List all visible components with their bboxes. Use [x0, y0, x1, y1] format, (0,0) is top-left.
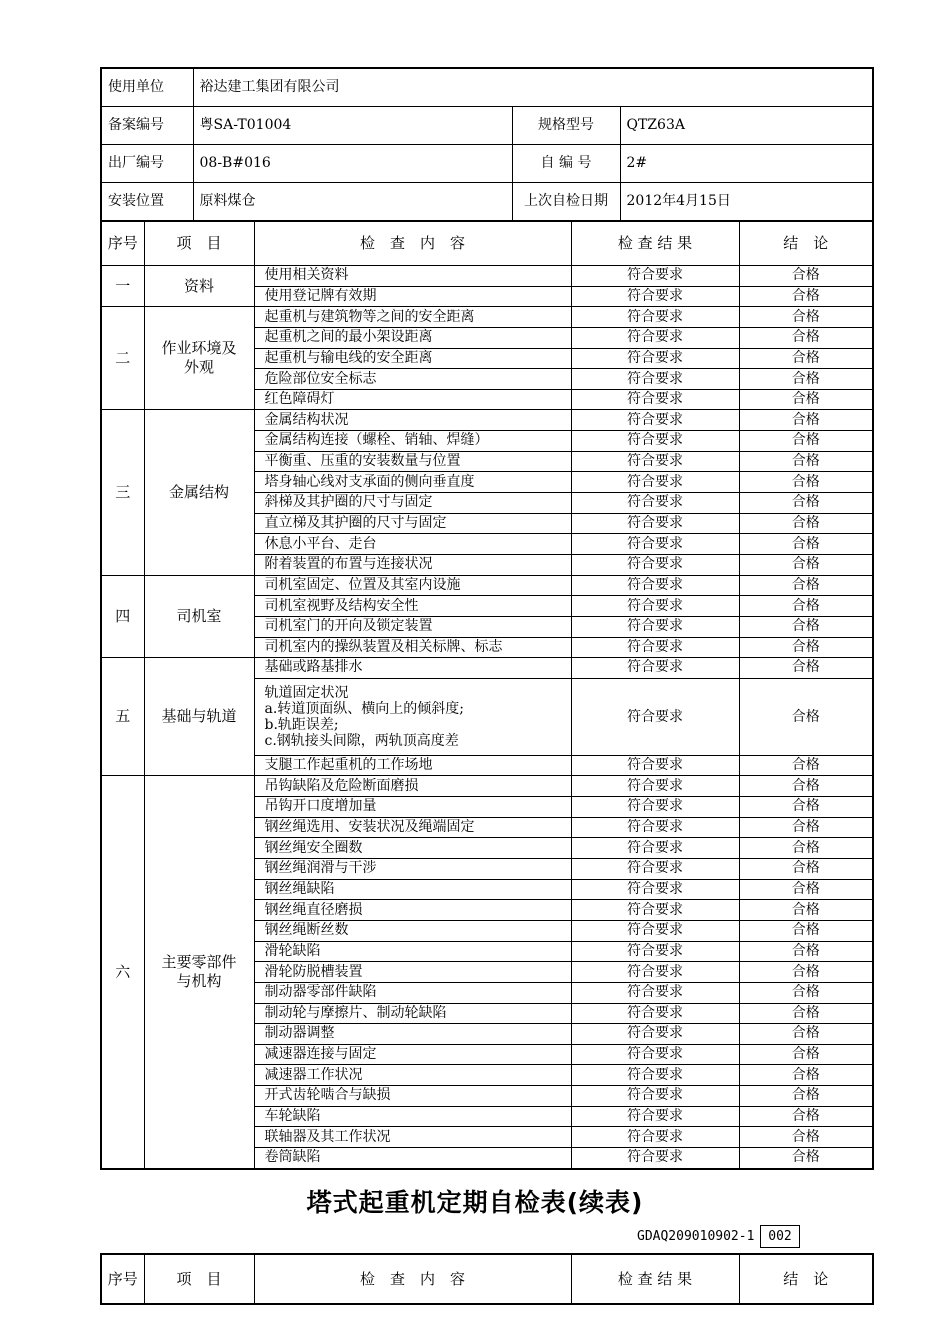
inspection-result: 符合要求	[571, 327, 739, 348]
inspection-conclusion: 合格	[739, 1106, 873, 1127]
inspection-conclusion: 合格	[739, 513, 873, 534]
inspection-conclusion: 合格	[739, 410, 873, 431]
inspection-conclusion: 合格	[739, 369, 873, 390]
inspection-item: 直立梯及其护圈的尺寸与固定	[254, 513, 571, 534]
inspection-result: 符合要求	[571, 962, 739, 983]
inspection-conclusion: 合格	[739, 838, 873, 859]
inspection-result: 符合要求	[571, 307, 739, 328]
inspection-conclusion: 合格	[739, 266, 873, 287]
inspection-conclusion: 合格	[739, 859, 873, 880]
inspection-item: 红色障碍灯	[254, 389, 571, 410]
inspection-result: 符合要求	[571, 616, 739, 637]
inspection-item: 起重机与建筑物等之间的安全距离	[254, 307, 571, 328]
continuation-title: 塔式起重机定期自检表(续表)	[306, 1188, 644, 1217]
footer-header-result: 检 查 结 果	[571, 1254, 739, 1304]
inspection-item: 使用相关资料	[254, 266, 571, 287]
inspection-result: 符合要求	[571, 941, 739, 962]
inspection-result: 符合要求	[571, 637, 739, 658]
section-name: 基础与轨道	[144, 658, 254, 776]
inspection-conclusion: 合格	[739, 1086, 873, 1107]
table-row	[101, 307, 873, 328]
inspection-item: 卷筒缺陷	[254, 1147, 571, 1168]
inspection-sub-item: c.钢轨接头间隙，两轨顶高度差	[264, 732, 459, 749]
last-check-label: 上次自检日期	[512, 183, 620, 222]
inspection-conclusion: 合格	[739, 307, 873, 328]
section-name: 资料	[144, 266, 254, 307]
inspection-conclusion: 合格	[739, 1127, 873, 1148]
inspection-item: 钢丝绳直径磨损	[254, 900, 571, 921]
inspection-item: 钢丝绳断丝数	[254, 920, 571, 941]
inspection-conclusion: 合格	[739, 982, 873, 1003]
inspection-conclusion: 合格	[739, 451, 873, 472]
inspection-item: 休息小平台、走台	[254, 534, 571, 555]
inspection-result: 符合要求	[571, 410, 739, 431]
inspection-item: 使用登记牌有效期	[254, 286, 571, 307]
inspection-item: 制动轮与摩擦片、制动轮缺陷	[254, 1003, 571, 1024]
section-name: 司机室	[144, 575, 254, 658]
table-row	[101, 266, 873, 287]
self-no-label: 自 编 号	[512, 145, 620, 183]
inspection-result: 符合要求	[571, 1127, 739, 1148]
record-value: 粤SA-T01004	[193, 107, 512, 145]
inspection-result: 符合要求	[571, 797, 739, 818]
inspection-result: 符合要求	[571, 472, 739, 493]
inspection-item: 钢丝绳缺陷	[254, 879, 571, 900]
inspection-sub-item: b.轨距误差;	[264, 716, 339, 733]
inspection-item: 司机室内的操纵装置及相关标牌、标志	[254, 637, 571, 658]
inspection-item: 制动器零部件缺陷	[254, 982, 571, 1003]
inspection-result: 符合要求	[571, 348, 739, 369]
inspection-conclusion: 合格	[739, 616, 873, 637]
inspection-table-body	[101, 266, 873, 1169]
inspection-conclusion: 合格	[739, 472, 873, 493]
inspection-conclusion: 合格	[739, 637, 873, 658]
inspection-item: 司机室视野及结构安全性	[254, 596, 571, 617]
inspection-item: 金属结构连接（螺栓、销轴、焊缝）	[254, 431, 571, 452]
inspection-conclusion: 合格	[739, 493, 873, 514]
inspection-conclusion: 合格	[739, 755, 873, 776]
table-row	[101, 410, 873, 431]
continuation-header-row	[101, 1254, 873, 1304]
inspection-conclusion: 合格	[739, 348, 873, 369]
inspection-conclusion: 合格	[739, 534, 873, 555]
section-name: 作业环境及外观	[144, 307, 254, 410]
inspection-conclusion: 合格	[739, 1024, 873, 1045]
inspection-result: 符合要求	[571, 596, 739, 617]
inspection-item: 联轴器及其工作状况	[254, 1127, 571, 1148]
inspection-item: 金属结构状况	[254, 410, 571, 431]
inspection-item: 支腿工作起重机的工作场地	[254, 755, 571, 776]
equipment-info-table	[100, 67, 874, 222]
section-number: 四	[101, 575, 144, 658]
inspection-conclusion: 合格	[739, 1003, 873, 1024]
inspection-conclusion: 合格	[739, 658, 873, 679]
inspection-result: 符合要求	[571, 1106, 739, 1127]
inspection-item: 基础或路基排水	[254, 658, 571, 679]
inspection-result: 符合要求	[571, 451, 739, 472]
inspection-result: 符合要求	[571, 554, 739, 575]
continuation-header-table	[100, 1253, 874, 1305]
inspection-conclusion: 合格	[739, 575, 873, 596]
inspection-conclusion: 合格	[739, 920, 873, 941]
inspection-result: 符合要求	[571, 859, 739, 880]
section-number: 二	[101, 307, 144, 410]
spec-label: 规格型号	[512, 107, 620, 145]
inspection-conclusion: 合格	[739, 941, 873, 962]
section-number: 六	[101, 776, 144, 1169]
factory-value: 08-B#016	[193, 145, 512, 183]
location-value: 原料煤仓	[193, 183, 512, 222]
inspection-conclusion: 合格	[739, 596, 873, 617]
inspection-item: 车轮缺陷	[254, 1106, 571, 1127]
header-item: 项 目	[144, 221, 254, 266]
location-label: 安装位置	[101, 183, 193, 222]
last-check-value: 2012年4月15日	[620, 183, 873, 222]
inspection-result: 符合要求	[571, 678, 739, 755]
inspection-result: 符合要求	[571, 1065, 739, 1086]
section-number: 五	[101, 658, 144, 776]
inspection-conclusion: 合格	[739, 1044, 873, 1065]
inspection-item: 平衡重、压重的安装数量与位置	[254, 451, 571, 472]
inspection-item: 起重机与输电线的安全距离	[254, 348, 571, 369]
table-header-row	[101, 221, 873, 266]
inspection-table	[100, 220, 874, 1170]
factory-label: 出厂编号	[101, 145, 193, 183]
inspection-result: 符合要求	[571, 838, 739, 859]
inspection-result: 符合要求	[571, 1086, 739, 1107]
inspection-item: 滑轮缺陷	[254, 941, 571, 962]
inspection-conclusion: 合格	[739, 678, 873, 755]
table-row	[101, 658, 873, 679]
inspection-result: 符合要求	[571, 776, 739, 797]
inspection-result: 符合要求	[571, 534, 739, 555]
header-content: 检 查 内 容	[254, 221, 571, 266]
inspection-item: 吊钩缺陷及危险断面磨损	[254, 776, 571, 797]
inspection-conclusion: 合格	[739, 1147, 873, 1168]
table-row	[101, 776, 873, 797]
inspection-result: 符合要求	[571, 658, 739, 679]
section-name: 金属结构	[144, 410, 254, 575]
inspection-item: 危险部位安全标志	[254, 369, 571, 390]
inspection-result: 符合要求	[571, 920, 739, 941]
inspection-conclusion: 合格	[739, 554, 873, 575]
inspection-conclusion: 合格	[739, 797, 873, 818]
inspection-item: 减速器连接与固定	[254, 1044, 571, 1065]
footer-header-conclusion: 结 论	[739, 1254, 873, 1304]
inspection-item: 制动器调整	[254, 1024, 571, 1045]
inspection-result: 符合要求	[571, 369, 739, 390]
page-number-box: 002	[760, 1225, 800, 1248]
inspection-item: 吊钩开口度增加量	[254, 797, 571, 818]
inspection-result: 符合要求	[571, 817, 739, 838]
inspection-item-title: 轨道固定状况	[264, 684, 349, 701]
inspection-result: 符合要求	[571, 286, 739, 307]
inspection-conclusion: 合格	[739, 1065, 873, 1086]
inspection-item: 钢丝绳润滑与干涉	[254, 859, 571, 880]
footer-header-content: 检 查 内 容	[254, 1254, 571, 1304]
inspection-result: 符合要求	[571, 513, 739, 534]
inspection-result: 符合要求	[571, 575, 739, 596]
inspection-result: 符合要求	[571, 266, 739, 287]
section-number: 三	[101, 410, 144, 575]
inspection-conclusion: 合格	[739, 900, 873, 921]
section-name: 主要零部件与机构	[144, 776, 254, 1169]
unit-value: 裕达建工集团有限公司	[193, 68, 873, 107]
header-conclusion: 结 论	[739, 221, 873, 266]
inspection-conclusion: 合格	[739, 879, 873, 900]
inspection-conclusion: 合格	[739, 776, 873, 797]
inspection-item: 塔身轴心线对支承面的侧向垂直度	[254, 472, 571, 493]
inspection-sub-item: a.转道顶面纵、横向上的倾斜度;	[264, 700, 465, 717]
document-code: GDAQ209010902-1	[637, 1229, 755, 1244]
inspection-result: 符合要求	[571, 900, 739, 921]
inspection-conclusion: 合格	[739, 431, 873, 452]
section-number: 一	[101, 266, 144, 307]
record-label: 备案编号	[101, 107, 193, 145]
inspection-item: 开式齿轮啮合与缺损	[254, 1086, 571, 1107]
inspection-item: 滑轮防脱槽装置	[254, 962, 571, 983]
inspection-conclusion: 合格	[739, 962, 873, 983]
inspection-conclusion: 合格	[739, 389, 873, 410]
inspection-item: 斜梯及其护圈的尺寸与固定	[254, 493, 571, 514]
table-row	[101, 575, 873, 596]
inspection-item: 附着装置的布置与连接状况	[254, 554, 571, 575]
header-no: 序号	[101, 221, 144, 266]
inspection-result: 符合要求	[571, 493, 739, 514]
spec-value: QTZ63A	[620, 107, 873, 145]
inspection-conclusion: 合格	[739, 286, 873, 307]
inspection-item: 减速器工作状况	[254, 1065, 571, 1086]
inspection-result: 符合要求	[571, 389, 739, 410]
inspection-item: 钢丝绳选用、安装状况及绳端固定	[254, 817, 571, 838]
inspection-result: 符合要求	[571, 1147, 739, 1168]
inspection-item	[254, 678, 571, 755]
inspection-item: 司机室固定、位置及其室内设施	[254, 575, 571, 596]
inspection-result: 符合要求	[571, 431, 739, 452]
self-no-value: 2#	[620, 145, 873, 183]
inspection-result: 符合要求	[571, 982, 739, 1003]
inspection-item: 钢丝绳安全圈数	[254, 838, 571, 859]
inspection-item: 司机室门的开向及锁定装置	[254, 616, 571, 637]
inspection-result: 符合要求	[571, 1024, 739, 1045]
inspection-conclusion: 合格	[739, 327, 873, 348]
header-result: 检 查 结 果	[571, 221, 739, 266]
inspection-result: 符合要求	[571, 1044, 739, 1065]
inspection-result: 符合要求	[571, 879, 739, 900]
footer-header-item: 项 目	[144, 1254, 254, 1304]
inspection-item: 起重机之间的最小架设距离	[254, 327, 571, 348]
inspection-conclusion: 合格	[739, 817, 873, 838]
unit-label: 使用单位	[101, 68, 193, 107]
inspection-result: 符合要求	[571, 755, 739, 776]
footer-header-no: 序号	[101, 1254, 144, 1304]
inspection-result: 符合要求	[571, 1003, 739, 1024]
